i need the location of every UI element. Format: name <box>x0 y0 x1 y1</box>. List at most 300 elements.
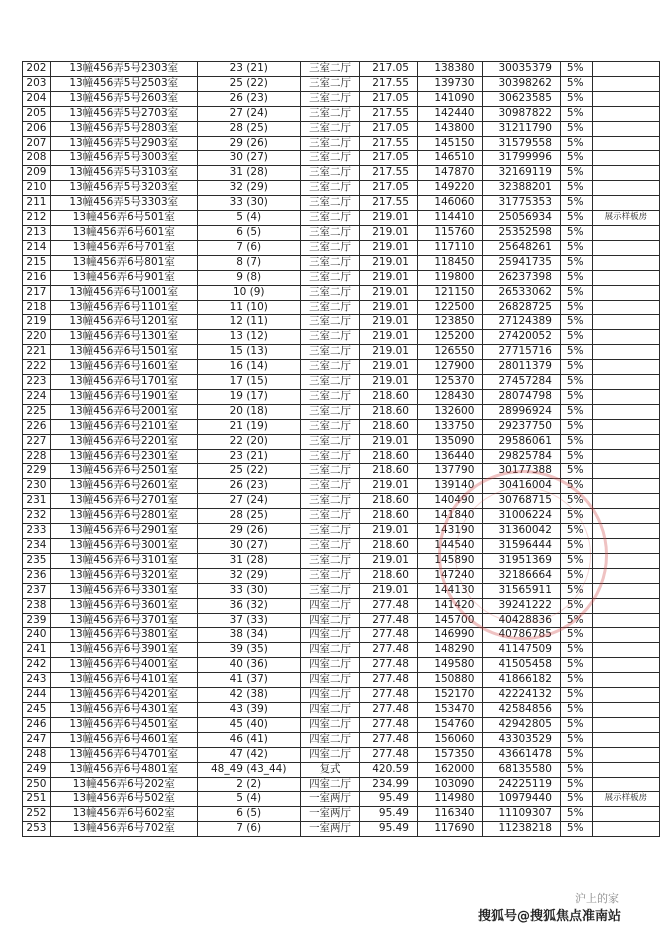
layout-type-cell: 三室二厅 <box>300 479 360 494</box>
table-row <box>23 568 660 583</box>
room-address-cell: 13幢456弄6号2201室 <box>50 434 197 449</box>
layout-type-cell: 四室二厅 <box>300 747 360 762</box>
note-cell <box>592 389 659 404</box>
rate-cell: 5% <box>560 628 592 643</box>
note-cell <box>592 777 659 792</box>
unit-price-cell: 145150 <box>417 136 482 151</box>
rate-cell: 5% <box>560 509 592 524</box>
row-number-cell: 250 <box>23 777 51 792</box>
table-row <box>23 330 660 345</box>
unit-price-cell: 118450 <box>417 255 482 270</box>
note-cell <box>592 196 659 211</box>
row-number-cell: 243 <box>23 673 51 688</box>
note-cell <box>592 106 659 121</box>
rate-cell: 5% <box>560 211 592 226</box>
table-row <box>23 360 660 375</box>
unit-price-cell: 147240 <box>417 568 482 583</box>
table-row <box>23 583 660 598</box>
unit-price-cell: 143800 <box>417 121 482 136</box>
layout-type-cell: 三室二厅 <box>300 345 360 360</box>
room-address-cell: 13幢456弄5号2903室 <box>50 136 197 151</box>
floor-cell: 32 (29) <box>197 181 300 196</box>
layout-type-cell: 四室二厅 <box>300 658 360 673</box>
layout-type-cell: 三室二厅 <box>300 255 360 270</box>
note-cell <box>592 539 659 554</box>
total-price-cell: 42942805 <box>483 717 561 732</box>
row-number-cell: 219 <box>23 315 51 330</box>
area-cell: 219.01 <box>360 434 418 449</box>
floor-cell: 30 (27) <box>197 151 300 166</box>
rate-cell: 5% <box>560 315 592 330</box>
table-body <box>23 62 660 837</box>
floor-cell: 2 (2) <box>197 777 300 792</box>
floor-cell: 19 (17) <box>197 389 300 404</box>
unit-price-cell: 152170 <box>417 688 482 703</box>
room-address-cell: 13幢456弄5号3103室 <box>50 166 197 181</box>
table-row <box>23 553 660 568</box>
rate-cell: 5% <box>560 240 592 255</box>
room-address-cell: 13幢456弄6号4201室 <box>50 688 197 703</box>
floor-cell: 48_49 (43_44) <box>197 762 300 777</box>
note-cell <box>592 404 659 419</box>
unit-price-cell: 103090 <box>417 777 482 792</box>
area-cell: 277.48 <box>360 643 418 658</box>
total-price-cell: 32169119 <box>483 166 561 181</box>
area-cell: 95.49 <box>360 792 418 807</box>
table-row <box>23 643 660 658</box>
area-cell: 218.60 <box>360 449 418 464</box>
total-price-cell: 24225119 <box>483 777 561 792</box>
row-number-cell: 236 <box>23 568 51 583</box>
table-row <box>23 211 660 226</box>
layout-type-cell: 三室二厅 <box>300 166 360 181</box>
table-row <box>23 240 660 255</box>
row-number-cell: 238 <box>23 598 51 613</box>
note-cell <box>592 583 659 598</box>
total-price-cell: 25941735 <box>483 255 561 270</box>
area-cell: 218.60 <box>360 419 418 434</box>
note-cell <box>592 762 659 777</box>
unit-price-cell: 119800 <box>417 270 482 285</box>
room-address-cell: 13幢456弄6号1701室 <box>50 375 197 390</box>
floor-cell: 23 (21) <box>197 62 300 77</box>
table-row <box>23 419 660 434</box>
area-cell: 219.01 <box>360 285 418 300</box>
floor-cell: 5 (4) <box>197 792 300 807</box>
layout-type-cell: 三室二厅 <box>300 330 360 345</box>
table-row <box>23 255 660 270</box>
table-row <box>23 106 660 121</box>
unit-price-cell: 157350 <box>417 747 482 762</box>
rate-cell: 5% <box>560 524 592 539</box>
room-address-cell: 13幢456弄6号2801室 <box>50 509 197 524</box>
room-address-cell: 13幢456弄6号901室 <box>50 270 197 285</box>
table-row <box>23 822 660 837</box>
rate-cell: 5% <box>560 598 592 613</box>
area-cell: 95.49 <box>360 807 418 822</box>
row-number-cell: 233 <box>23 524 51 539</box>
table-row <box>23 494 660 509</box>
layout-type-cell: 三室二厅 <box>300 62 360 77</box>
floor-cell: 23 (21) <box>197 449 300 464</box>
unit-price-cell: 154760 <box>417 717 482 732</box>
room-address-cell: 13幢456弄5号2303室 <box>50 62 197 77</box>
unit-price-cell: 149580 <box>417 658 482 673</box>
total-price-cell: 31579558 <box>483 136 561 151</box>
rate-cell: 5% <box>560 792 592 807</box>
unit-price-cell: 125200 <box>417 330 482 345</box>
layout-type-cell: 三室二厅 <box>300 389 360 404</box>
row-number-cell: 246 <box>23 717 51 732</box>
unit-price-cell: 133750 <box>417 419 482 434</box>
rate-cell: 5% <box>560 539 592 554</box>
rate-cell: 5% <box>560 434 592 449</box>
total-price-cell: 28011379 <box>483 360 561 375</box>
floor-cell: 25 (22) <box>197 76 300 91</box>
layout-type-cell: 三室二厅 <box>300 106 360 121</box>
room-address-cell: 13幢456弄6号4701室 <box>50 747 197 762</box>
layout-type-cell: 三室二厅 <box>300 300 360 315</box>
unit-price-cell: 141840 <box>417 509 482 524</box>
rate-cell: 5% <box>560 151 592 166</box>
room-address-cell: 13幢456弄6号3001室 <box>50 539 197 554</box>
room-address-cell: 13幢456弄5号2703室 <box>50 106 197 121</box>
rate-cell: 5% <box>560 270 592 285</box>
rate-cell: 5% <box>560 688 592 703</box>
unit-price-cell: 142440 <box>417 106 482 121</box>
table-row <box>23 658 660 673</box>
total-price-cell: 31006224 <box>483 509 561 524</box>
area-cell: 219.01 <box>360 479 418 494</box>
total-price-cell: 27420052 <box>483 330 561 345</box>
note-cell <box>592 315 659 330</box>
note-cell <box>592 553 659 568</box>
rate-cell: 5% <box>560 747 592 762</box>
note-cell <box>592 62 659 77</box>
total-price-cell: 11238218 <box>483 822 561 837</box>
layout-type-cell: 四室二厅 <box>300 777 360 792</box>
area-cell: 277.48 <box>360 717 418 732</box>
floor-cell: 31 (28) <box>197 166 300 181</box>
floor-cell: 41 (37) <box>197 673 300 688</box>
unit-price-cell: 135090 <box>417 434 482 449</box>
area-cell: 219.01 <box>360 524 418 539</box>
area-cell: 219.01 <box>360 211 418 226</box>
total-price-cell: 29586061 <box>483 434 561 449</box>
total-price-cell: 30398262 <box>483 76 561 91</box>
row-number-cell: 247 <box>23 732 51 747</box>
table-row <box>23 62 660 77</box>
table-row <box>23 807 660 822</box>
layout-type-cell: 三室二厅 <box>300 285 360 300</box>
note-cell <box>592 658 659 673</box>
layout-type-cell: 三室二厅 <box>300 434 360 449</box>
rate-cell: 5% <box>560 643 592 658</box>
room-address-cell: 13幢456弄6号3801室 <box>50 628 197 643</box>
table-row <box>23 464 660 479</box>
rate-cell: 5% <box>560 389 592 404</box>
rate-cell: 5% <box>560 673 592 688</box>
row-number-cell: 220 <box>23 330 51 345</box>
note-cell <box>592 255 659 270</box>
row-number-cell: 245 <box>23 702 51 717</box>
note-cell: 展示样板房 <box>592 211 659 226</box>
layout-type-cell: 三室二厅 <box>300 375 360 390</box>
table-row <box>23 539 660 554</box>
area-cell: 219.01 <box>360 225 418 240</box>
row-number-cell: 216 <box>23 270 51 285</box>
floor-cell: 33 (30) <box>197 196 300 211</box>
row-number-cell: 208 <box>23 151 51 166</box>
area-cell: 217.05 <box>360 121 418 136</box>
note-cell <box>592 181 659 196</box>
rate-cell: 5% <box>560 553 592 568</box>
area-cell: 277.48 <box>360 598 418 613</box>
row-number-cell: 202 <box>23 62 51 77</box>
area-cell: 218.60 <box>360 539 418 554</box>
total-price-cell: 25648261 <box>483 240 561 255</box>
unit-price-cell: 117110 <box>417 240 482 255</box>
total-price-cell: 43661478 <box>483 747 561 762</box>
rate-cell: 5% <box>560 196 592 211</box>
table-row <box>23 196 660 211</box>
row-number-cell: 232 <box>23 509 51 524</box>
area-cell: 219.01 <box>360 270 418 285</box>
row-number-cell: 206 <box>23 121 51 136</box>
room-address-cell: 13幢456弄6号1501室 <box>50 345 197 360</box>
layout-type-cell: 四室二厅 <box>300 702 360 717</box>
unit-price-cell: 139140 <box>417 479 482 494</box>
note-cell <box>592 643 659 658</box>
note-cell <box>592 524 659 539</box>
rate-cell: 5% <box>560 658 592 673</box>
note-cell <box>592 434 659 449</box>
unit-price-cell: 162000 <box>417 762 482 777</box>
room-address-cell: 13幢456弄6号1301室 <box>50 330 197 345</box>
unit-price-cell: 137790 <box>417 464 482 479</box>
area-cell: 217.05 <box>360 181 418 196</box>
total-price-cell: 11109307 <box>483 807 561 822</box>
housing-price-table <box>22 61 660 837</box>
room-address-cell: 13幢456弄6号3101室 <box>50 553 197 568</box>
unit-price-cell: 126550 <box>417 345 482 360</box>
total-price-cell: 42584856 <box>483 702 561 717</box>
unit-price-cell: 115760 <box>417 225 482 240</box>
table-row <box>23 449 660 464</box>
total-price-cell: 25352598 <box>483 225 561 240</box>
rate-cell: 5% <box>560 106 592 121</box>
table-row <box>23 345 660 360</box>
total-price-cell: 31951369 <box>483 553 561 568</box>
layout-type-cell: 三室二厅 <box>300 553 360 568</box>
floor-cell: 45 (40) <box>197 717 300 732</box>
room-address-cell: 13幢456弄6号602室 <box>50 807 197 822</box>
layout-type-cell: 三室二厅 <box>300 360 360 375</box>
total-price-cell: 31360042 <box>483 524 561 539</box>
total-price-cell: 25056934 <box>483 211 561 226</box>
floor-cell: 15 (13) <box>197 345 300 360</box>
layout-type-cell: 三室二厅 <box>300 539 360 554</box>
floor-cell: 43 (39) <box>197 702 300 717</box>
total-price-cell: 68135580 <box>483 762 561 777</box>
layout-type-cell: 四室二厅 <box>300 732 360 747</box>
room-address-cell: 13幢456弄6号502室 <box>50 792 197 807</box>
table-row <box>23 404 660 419</box>
unit-price-cell: 146990 <box>417 628 482 643</box>
total-price-cell: 30987822 <box>483 106 561 121</box>
area-cell: 217.05 <box>360 62 418 77</box>
total-price-cell: 27124389 <box>483 315 561 330</box>
floor-cell: 26 (23) <box>197 479 300 494</box>
area-cell: 218.60 <box>360 568 418 583</box>
room-address-cell: 13幢456弄6号3301室 <box>50 583 197 598</box>
note-cell <box>592 449 659 464</box>
floor-cell: 46 (41) <box>197 732 300 747</box>
room-address-cell: 13幢456弄5号3003室 <box>50 151 197 166</box>
area-cell: 219.01 <box>360 330 418 345</box>
room-address-cell: 13幢456弄6号4101室 <box>50 673 197 688</box>
area-cell: 219.01 <box>360 345 418 360</box>
rate-cell: 5% <box>560 568 592 583</box>
floor-cell: 42 (38) <box>197 688 300 703</box>
row-number-cell: 248 <box>23 747 51 762</box>
row-number-cell: 226 <box>23 419 51 434</box>
row-number-cell: 228 <box>23 449 51 464</box>
floor-cell: 7 (6) <box>197 240 300 255</box>
total-price-cell: 26237398 <box>483 270 561 285</box>
unit-price-cell: 149220 <box>417 181 482 196</box>
area-cell: 219.01 <box>360 583 418 598</box>
unit-price-cell: 127900 <box>417 360 482 375</box>
note-cell <box>592 717 659 732</box>
layout-type-cell: 三室二厅 <box>300 509 360 524</box>
room-address-cell: 13幢456弄6号1001室 <box>50 285 197 300</box>
unit-price-cell: 116340 <box>417 807 482 822</box>
rate-cell: 5% <box>560 225 592 240</box>
layout-type-cell: 三室二厅 <box>300 464 360 479</box>
unit-price-cell: 144130 <box>417 583 482 598</box>
floor-cell: 26 (23) <box>197 91 300 106</box>
note-cell <box>592 673 659 688</box>
floor-cell: 17 (15) <box>197 375 300 390</box>
rate-cell: 5% <box>560 717 592 732</box>
room-address-cell: 13幢456弄5号3203室 <box>50 181 197 196</box>
note-cell <box>592 822 659 837</box>
table-row <box>23 166 660 181</box>
area-cell: 277.48 <box>360 673 418 688</box>
row-number-cell: 225 <box>23 404 51 419</box>
rate-cell: 5% <box>560 181 592 196</box>
rate-cell: 5% <box>560 255 592 270</box>
room-address-cell: 13幢456弄6号2301室 <box>50 449 197 464</box>
layout-type-cell: 一室两厅 <box>300 822 360 837</box>
table-row <box>23 270 660 285</box>
room-address-cell: 13幢456弄6号601室 <box>50 225 197 240</box>
total-price-cell: 31799996 <box>483 151 561 166</box>
unit-price-cell: 128430 <box>417 389 482 404</box>
unit-price-cell: 132600 <box>417 404 482 419</box>
row-number-cell: 221 <box>23 345 51 360</box>
unit-price-cell: 122500 <box>417 300 482 315</box>
area-cell: 217.55 <box>360 76 418 91</box>
note-cell <box>592 613 659 628</box>
total-price-cell: 30623585 <box>483 91 561 106</box>
layout-type-cell: 三室二厅 <box>300 449 360 464</box>
area-cell: 234.99 <box>360 777 418 792</box>
room-address-cell: 13幢456弄6号801室 <box>50 255 197 270</box>
row-number-cell: 209 <box>23 166 51 181</box>
rate-cell: 5% <box>560 702 592 717</box>
total-price-cell: 10979440 <box>483 792 561 807</box>
row-number-cell: 214 <box>23 240 51 255</box>
note-cell <box>592 240 659 255</box>
note-cell <box>592 225 659 240</box>
layout-type-cell: 三室二厅 <box>300 76 360 91</box>
layout-type-cell: 三室二厅 <box>300 419 360 434</box>
total-price-cell: 41147509 <box>483 643 561 658</box>
table-row <box>23 673 660 688</box>
total-price-cell: 30768715 <box>483 494 561 509</box>
note-cell <box>592 300 659 315</box>
room-address-cell: 13幢456弄6号4001室 <box>50 658 197 673</box>
floor-cell: 25 (22) <box>197 464 300 479</box>
area-cell: 219.01 <box>360 375 418 390</box>
note-cell <box>592 345 659 360</box>
note-cell <box>592 151 659 166</box>
floor-cell: 37 (33) <box>197 613 300 628</box>
total-price-cell: 31596444 <box>483 539 561 554</box>
area-cell: 219.01 <box>360 255 418 270</box>
floor-cell: 33 (30) <box>197 583 300 598</box>
layout-type-cell: 四室二厅 <box>300 628 360 643</box>
row-number-cell: 212 <box>23 211 51 226</box>
table-row <box>23 613 660 628</box>
room-address-cell: 13幢456弄6号2601室 <box>50 479 197 494</box>
room-address-cell: 13幢456弄6号4801室 <box>50 762 197 777</box>
row-number-cell: 249 <box>23 762 51 777</box>
floor-cell: 21 (19) <box>197 419 300 434</box>
floor-cell: 22 (20) <box>197 434 300 449</box>
unit-price-cell: 117690 <box>417 822 482 837</box>
layout-type-cell: 四室二厅 <box>300 673 360 688</box>
note-cell <box>592 628 659 643</box>
floor-cell: 6 (5) <box>197 807 300 822</box>
table-row <box>23 121 660 136</box>
table-row <box>23 375 660 390</box>
row-number-cell: 229 <box>23 464 51 479</box>
note-cell <box>592 807 659 822</box>
floor-cell: 12 (11) <box>197 315 300 330</box>
table-row <box>23 598 660 613</box>
unit-price-cell: 140490 <box>417 494 482 509</box>
rate-cell: 5% <box>560 613 592 628</box>
table-row <box>23 285 660 300</box>
unit-price-cell: 147870 <box>417 166 482 181</box>
room-address-cell: 13幢456弄5号2503室 <box>50 76 197 91</box>
note-cell <box>592 598 659 613</box>
rate-cell: 5% <box>560 822 592 837</box>
row-number-cell: 204 <box>23 91 51 106</box>
note-cell <box>592 509 659 524</box>
area-cell: 217.05 <box>360 151 418 166</box>
floor-cell: 11 (10) <box>197 300 300 315</box>
area-cell: 217.55 <box>360 196 418 211</box>
table-row <box>23 479 660 494</box>
table-row <box>23 702 660 717</box>
floor-cell: 39 (35) <box>197 643 300 658</box>
table-row <box>23 628 660 643</box>
layout-type-cell: 三室二厅 <box>300 524 360 539</box>
